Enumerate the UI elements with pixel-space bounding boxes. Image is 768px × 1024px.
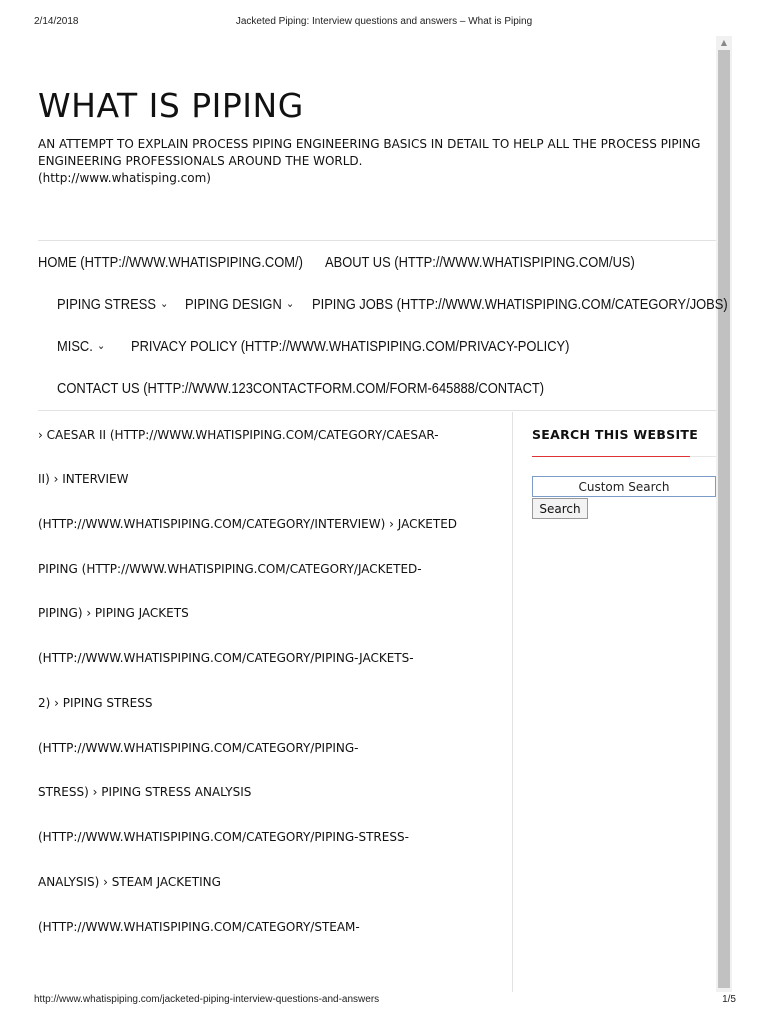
scrollbar[interactable] — [716, 36, 732, 992]
nav-divider — [38, 410, 716, 411]
site-description-line: AN ATTEMPT TO EXPLAIN PROCESS PIPING ENGINEERING BASICS IN DETAIL TO HELP ALL THE PROCESS PIPING — [38, 137, 701, 151]
breadcrumb-link[interactable]: PIPING (HTTP://WWW.WHATISPIPING.COM/CATEGORY/JACKETED- — [38, 562, 422, 576]
search-button[interactable]: Search — [532, 498, 588, 519]
print-footer — [0, 994, 768, 1008]
breadcrumb-link[interactable]: 2) › PIPING STRESS — [38, 696, 153, 710]
print-url: http://www.whatispiping.com/jacketed-piping-interview-questions-and-answers — [34, 994, 380, 1005]
print-page-title: Jacketed Piping: Interview questions and answers – What is Piping — [235, 16, 533, 27]
breadcrumb-link[interactable]: › CAESAR II (HTTP://WWW.WHATISPIPING.COM/CATEGORY/CAESAR- — [38, 428, 439, 442]
nav-contact-us-label: CONTACT US (HTTP://WWW.123CONTACTFORM.COM/FORM-645888/CONTACT) — [57, 380, 545, 397]
nav-misc-label: MISC. — [57, 338, 93, 355]
chevron-down-icon: ⌄ — [286, 298, 295, 310]
breadcrumb-link[interactable]: (HTTP://WWW.WHATISPIPING.COM/CATEGORY/STEAM- — [38, 920, 360, 934]
nav-piping-stress[interactable] — [57, 296, 168, 313]
chevron-down-icon: ⌄ — [97, 340, 106, 352]
header-divider — [38, 240, 716, 241]
search-input[interactable] — [532, 476, 716, 497]
nav-misc[interactable] — [57, 338, 105, 355]
column-divider — [512, 412, 513, 992]
nav-privacy-policy[interactable] — [131, 338, 569, 355]
print-page-number: 1/5 — [722, 994, 736, 1005]
nav-about-us-label: ABOUT US (HTTP://WWW.WHATISPIPING.COM/US) — [325, 254, 635, 271]
breadcrumb-link[interactable]: (HTTP://WWW.WHATISPIPING.COM/CATEGORY/PIPING- — [38, 741, 359, 755]
site-description-line: ENGINEERING PROFESSIONALS AROUND THE WORLD. — [38, 154, 363, 168]
site-title[interactable]: WHAT IS PIPING — [38, 86, 304, 125]
breadcrumb-link[interactable]: II) › INTERVIEW — [38, 472, 129, 486]
scroll-up-icon[interactable]: ▲ — [720, 38, 728, 47]
breadcrumb-link[interactable]: (HTTP://WWW.WHATISPIPING.COM/CATEGORY/INTERVIEW) › JACKETED — [38, 517, 458, 531]
chevron-down-icon: ⌄ — [160, 298, 169, 310]
widget-title-underline — [532, 456, 690, 457]
breadcrumb-link[interactable]: PIPING) › PIPING JACKETS — [38, 606, 189, 620]
nav-privacy-policy-label: PRIVACY POLICY (HTTP://WWW.WHATISPIPING.COM/PRIVACY-POLICY) — [131, 338, 570, 355]
breadcrumb-link[interactable]: (HTTP://WWW.WHATISPIPING.COM/CATEGORY/PIPING-JACKETS- — [38, 651, 414, 665]
nav-piping-stress-label: PIPING STRESS — [57, 296, 156, 313]
nav-home[interactable] — [38, 254, 303, 271]
scrollbar-thumb[interactable] — [718, 50, 730, 988]
print-header — [0, 16, 768, 30]
nav-piping-design[interactable] — [185, 296, 294, 313]
nav-home-label: HOME (HTTP://WWW.WHATISPIPING.COM/) — [38, 254, 303, 271]
nav-about-us[interactable] — [325, 254, 635, 271]
site-url-link[interactable]: (http://www.whatisping.com) — [38, 171, 211, 185]
print-date: 2/14/2018 — [34, 16, 79, 27]
site-description — [38, 136, 714, 187]
breadcrumb-link[interactable]: ANALYSIS) › STEAM JACKETING — [38, 875, 221, 889]
widget-title-underline-rest — [690, 456, 716, 457]
nav-piping-design-label: PIPING DESIGN — [185, 296, 282, 313]
search-widget-title: SEARCH THIS WEBSITE — [532, 427, 699, 442]
nav-piping-jobs[interactable] — [312, 296, 728, 313]
nav-piping-jobs-label: PIPING JOBS (HTTP://WWW.WHATISPIPING.COM/CATEGORY/JOBS) — [312, 296, 728, 313]
breadcrumb-link[interactable]: (HTTP://WWW.WHATISPIPING.COM/CATEGORY/PIPING-STRESS- — [38, 830, 409, 844]
breadcrumb-link[interactable]: STRESS) › PIPING STRESS ANALYSIS — [38, 785, 252, 799]
nav-contact-us[interactable] — [57, 380, 544, 397]
